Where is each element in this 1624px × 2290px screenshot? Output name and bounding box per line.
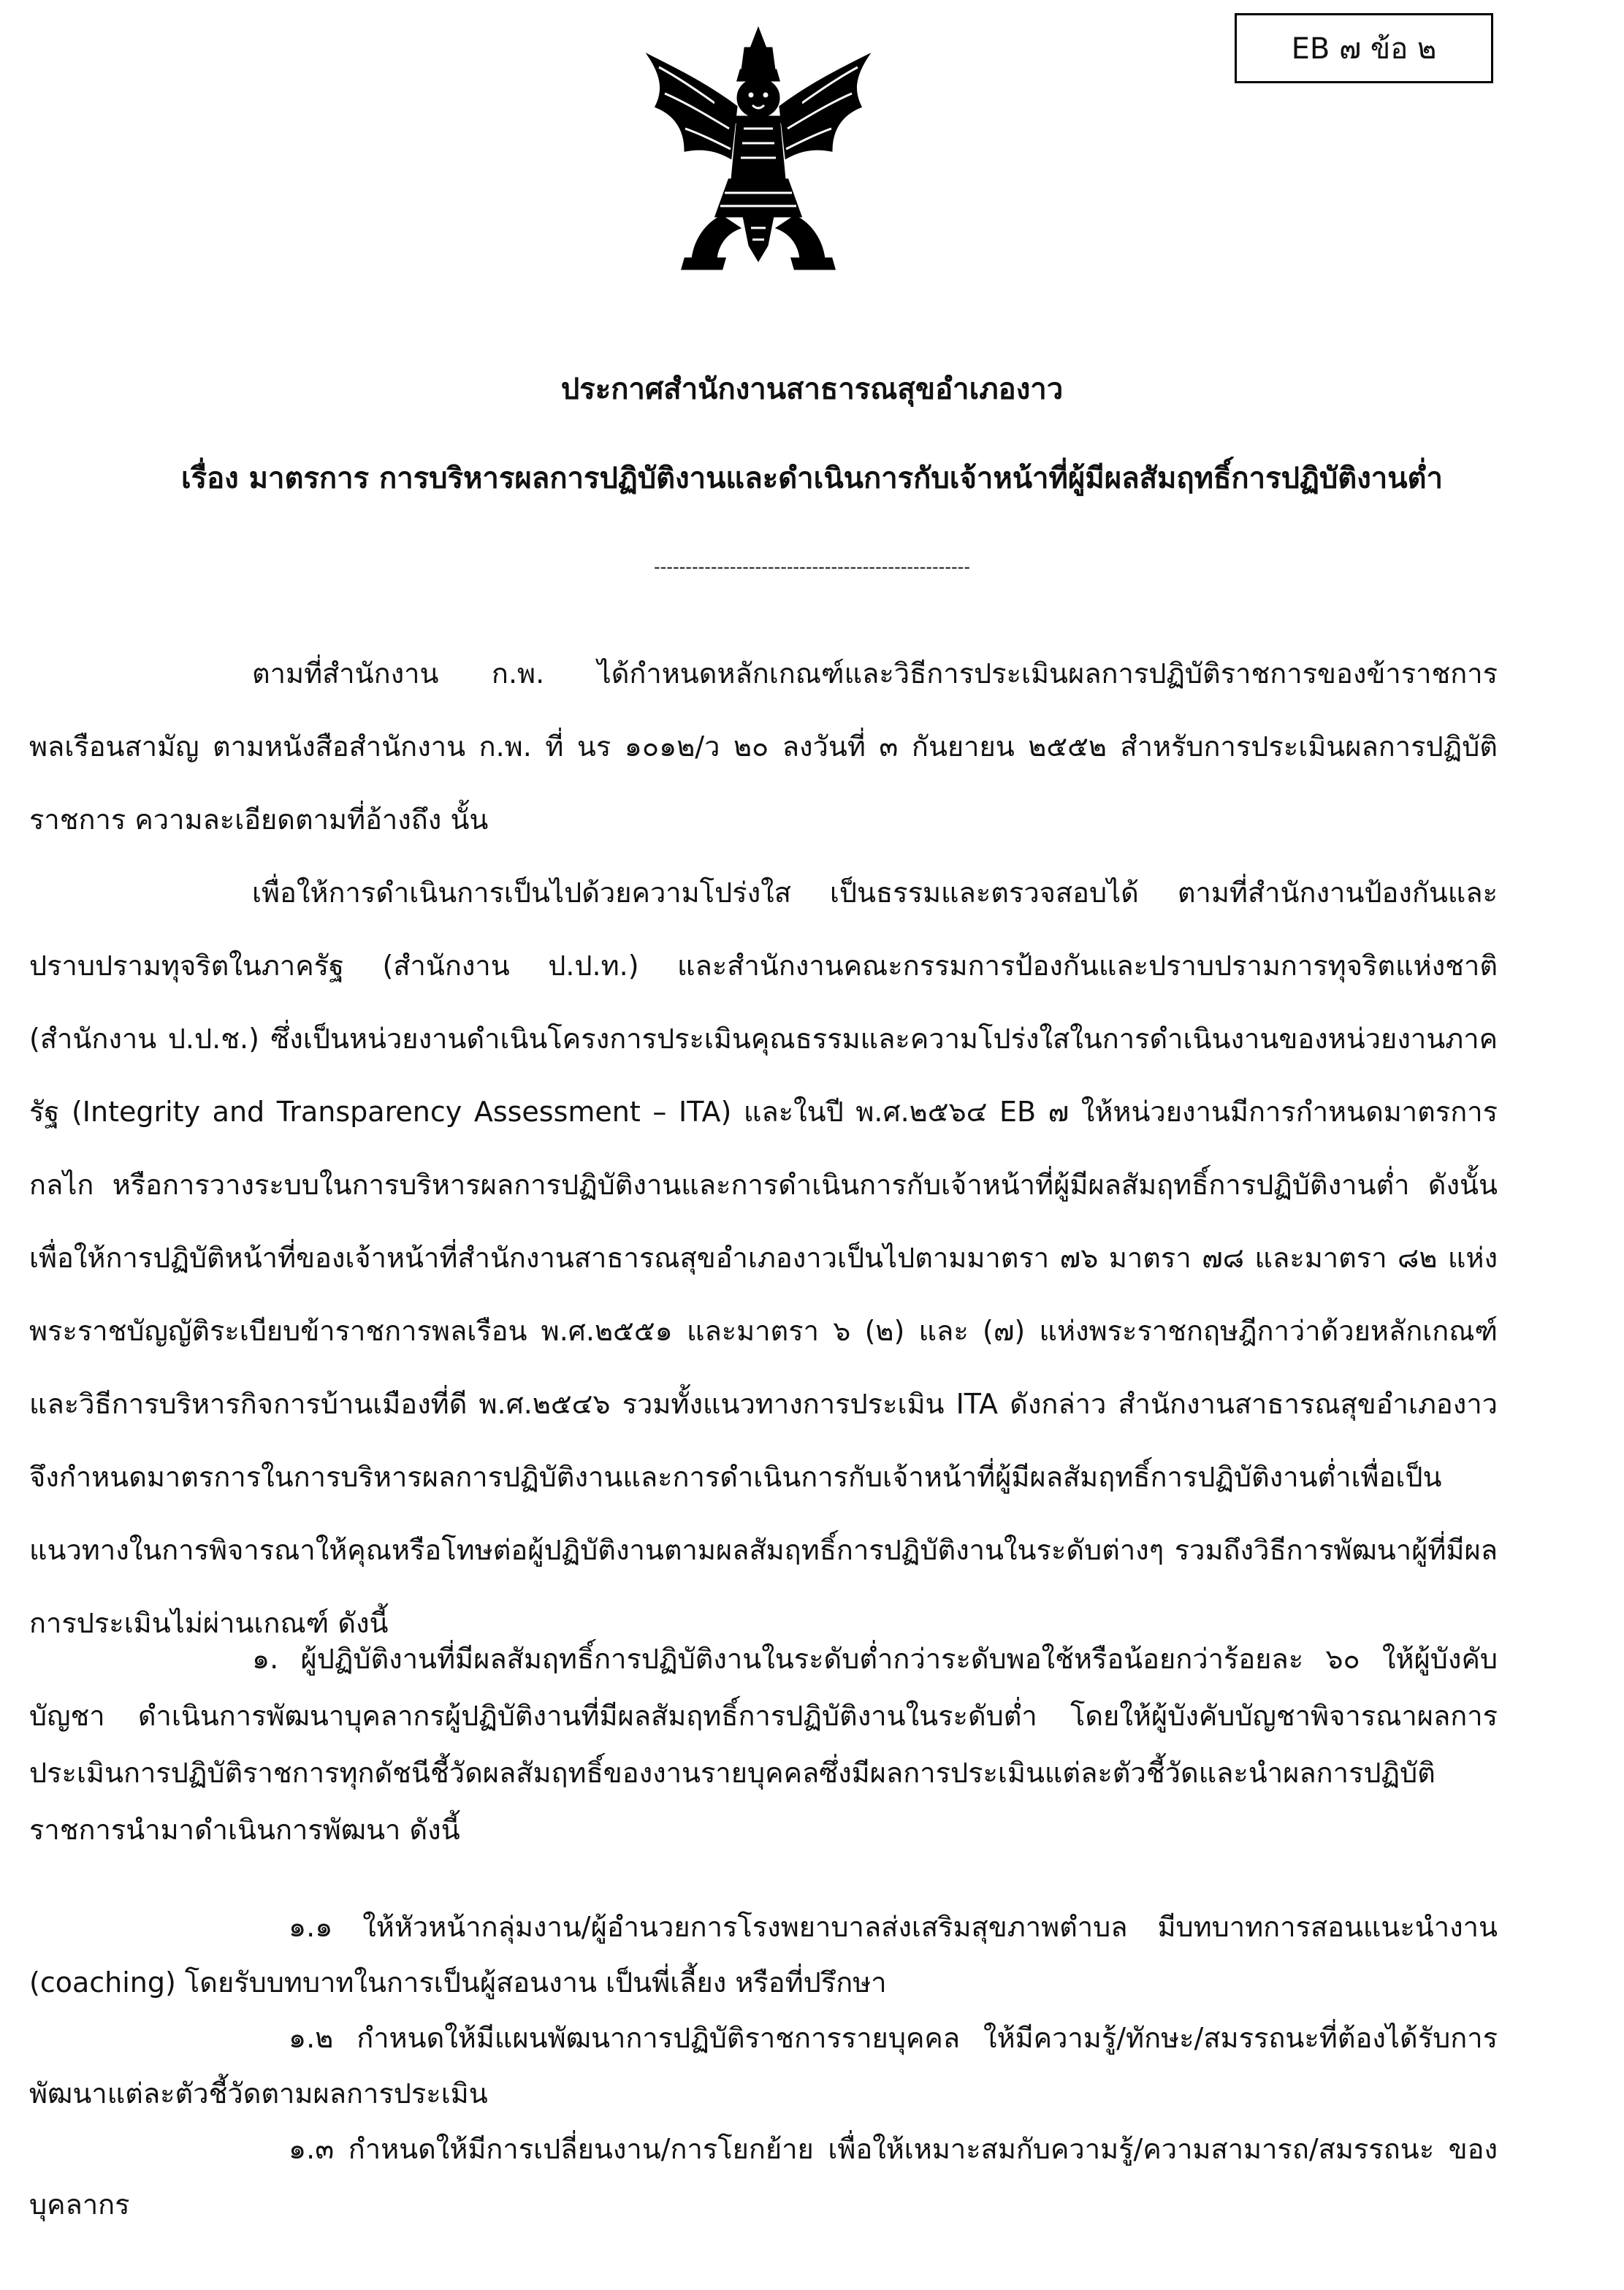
paragraph-purpose: เพื่อให้การดำเนินการเป็นไปด้วยความโปร่งใส เป็นธรรมและตรวจสอบได้ ตามที่สำนักงานป้องกันและปราบปรามทุจริตในภาครัฐ (สำนักงาน ป.ป.ท.) และสำนักงานคณะกรรมการป้องกันและปราบปรามการทุจริตแห่งชาติ (สำนักงาน ป.ป.ช.) ซึ่งเป็นหน่วยงานดำเนินโครงการประเมินคุณธรรมและความโปร่งใสในการดำเนินงานของหน่วยงานภาครัฐ (Integrity and Transparency Assessment – ITA) และในปี พ.ศ.๒๕๖๔ EB ๗ ให้หน่วยงานมีการกำหนดมาตรการ กลไก หรือการวางระบบในการบริหารผลการปฏิบัติงานและการดำเนินการกับเจ้าหน้าที่ผู้มีผลสัมฤทธิ์การปฏิบัติงานต่ำ ดังนั้นเพื่อให้การปฏิบัติหน้าที่ของเจ้าหน้าที่สำนักงานสาธารณสุขอำเภองาวเป็นไปตามมาตรา ๗๖ มาตรา ๗๘ และมาตรา ๘๒ แห่งพระราชบัญญัติระเบียบข้าราชการพลเรือน พ.ศ.๒๕๕๑ และมาตรา ๖ (๒) และ (๗) แห่งพระราชกฤษฎีกาว่าด้วยหลักเกณฑ์และวิธีการบริหารกิจการบ้านเมืองที่ดี พ.ศ.๒๕๔๖ รวมทั้งแนวทางการประเมิน ITA ดังกล่าว สำนักงานสาธารณสุขอำเภองาว จึงกำหนดมาตรการในการบริหารผลการปฏิบัติงานและการดำเนินการกับเจ้าหน้าที่ผู้มีผลสัมฤทธิ์การปฏิบัติงานต่ำเพื่อเป็นแนวทางในการพิจารณาให้คุณหรือโทษต่อผู้ปฏิบัติงานตามผลสัมฤทธิ์การปฏิบัติงานในระดับต่างๆ รวมถึงวิธีการพัฒนาผู้ที่มีผลการประเมินไม่ผ่านเกณฑ์ ดังนี้ (29, 877, 1498, 1639)
reference-box (1235, 13, 1493, 83)
paragraph-measure-1: ๑. ผู้ปฏิบัติงานที่มีผลสัมฤทธิ์การปฏิบัติงานในระดับต่ำกว่าระดับพอใช้หรือน้อยกว่าร้อยละ ๖๐ ให้ผู้บังคับบัญชา ดำเนินการพัฒนาบุคลากรผู้ปฏิบัติงานที่มีผลสัมฤทธิ์การปฏิบัติงานในระดับต่ำ โดยให้ผู้บังคับบัญชาพิจารณาผลการประเมินการปฏิบัติราชการทุกดัชนีชี้วัดผลสัมฤทธิ์ของงานรายบุคคลซึ่งมีผลการประเมินแต่ละตัวชี้วัดและนำผลการปฏิบัติราชการนำมาดำเนินการพัฒนา ดังนี้ (29, 1643, 1498, 1846)
sub-item-1-3: ๑.๓ กำหนดให้มีการเปลี่ยนงาน/การโยกย้าย เพื่อให้เหมาะสมกับความรู้/ความสามารถ/สมรรถนะ ของบุคลากร (29, 2133, 1498, 2221)
announcement-title: ประกาศสำนักงานสาธารณสุขอำเภองาว (560, 373, 1064, 406)
separator-line: -------------------------------------------------- (653, 557, 970, 577)
announcement-subject: เรื่อง มาตรการ การบริหารผลการปฏิบัติงานและดำเนินการกับเจ้าหน้าที่ผู้มีผลสัมฤทธิ์การปฏิบัติงานต่ำ (181, 462, 1443, 495)
reference-label: EB ๗ ข้อ ๒ (1291, 32, 1437, 66)
sub-item-1-2: ๑.๒ กำหนดให้มีแผนพัฒนาการปฏิบัติราชการรายบุคคล ให้มีความรู้/ทักษะ/สมรรถนะที่ต้องได้รับการพัฒนาแต่ละตัวชี้วัดตามผลการประเมิน (29, 2022, 1498, 2110)
paragraph-reference: ตามที่สำนักงาน ก.พ. ได้กำหนดหลักเกณฑ์และวิธีการประเมินผลการปฏิบัติราชการของข้าราชการพลเรือนสามัญ ตามหนังสือสำนักงาน ก.พ. ที่ นร ๑๐๑๒/ว ๒๐ ลงวันที่ ๓ กันยายน ๒๕๕๒ สำหรับการประเมินผลการปฏิบัติราชการ ความละเอียดตามที่อ้างถึง นั้น (29, 657, 1498, 836)
garuda-emblem-icon (634, 26, 882, 275)
sub-item-1-1: ๑.๑ ให้หัวหน้ากลุ่มงาน/ผู้อำนวยการโรงพยาบาลส่งเสริมสุขภาพตำบล มีบทบาทการสอนแนะนำงาน (coaching) โดยรับบทบาทในการเป็นผู้สอนงาน เป็นพี่เลี้ยง หรือที่ปรึกษา (29, 1911, 1498, 1999)
